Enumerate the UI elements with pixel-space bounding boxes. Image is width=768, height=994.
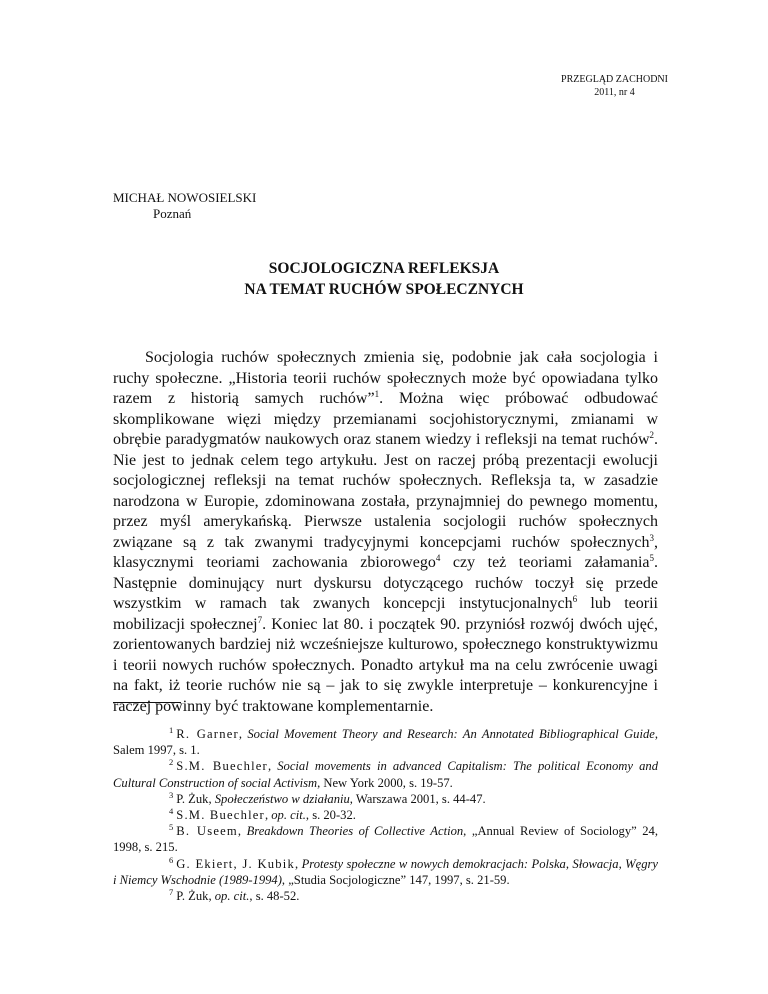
- footnote-title: Social Movement Theory and Research: An Annotated Bibliographical Guide: [247, 727, 655, 741]
- footnote-ref: 6: [572, 594, 578, 604]
- footnote: 1 R. Garner, Social Movement Theory and Research: An Annotated Bibliographical Guide, Salem 1997, s. 1.: [113, 725, 658, 758]
- footnote-author: P. Żuk: [176, 889, 209, 904]
- footnote-ref: 5: [649, 553, 655, 563]
- body-text: , klasycznymi teoriami zachowania zbiorowego: [113, 533, 658, 571]
- footnote-title: Protesty społeczne w nowych demokracjach: Polska, Słowacja, Węgry i Niemcy Wschodnie (1989-1994): [113, 856, 659, 887]
- footnote-author: P. Żuk: [176, 791, 209, 806]
- footnote-rest: , s. 20-32.: [305, 808, 356, 823]
- footnote-title: Społeczeństwo w działaniu: [214, 791, 350, 806]
- footnote-author: R. Garner: [176, 727, 239, 741]
- footnote-author: S.M. Buechler: [176, 808, 265, 823]
- footnote-ref: 7: [257, 614, 263, 625]
- author-block: [113, 190, 256, 222]
- footnote: 2 S.M. Buechler, Social movements in advanced Capitalism: The political Economy and Cultural Construction of social Activism, New York 2000, s. 19-57.: [113, 757, 658, 790]
- footnote-author: B. Useem: [176, 824, 238, 839]
- journal-header: [561, 73, 668, 99]
- journal-name: PRZEGLĄD ZACHODNI: [561, 74, 668, 85]
- title-line-1: SOCJOLOGICZNA REFLEKSJA: [268, 260, 500, 277]
- footnote-author: S.M. Buechler: [176, 759, 268, 774]
- body-text: lub teorii mobilizacji społecznej: [113, 595, 658, 633]
- footnote-ref: 1: [374, 389, 380, 399]
- footnote-separator-text: ,: [208, 791, 215, 806]
- title-line-2: NA TEMAT RUCHÓW SPOŁECZNYCH: [244, 281, 524, 298]
- body-text: . Następnie dominujący nurt dyskursu dotyczącego ruchów toczył się przede wszystkim w ramach tak zwanych koncepcji instytucjonalnych: [113, 554, 659, 612]
- journal-issue: 2011, nr 4: [594, 87, 635, 98]
- footnote-title: Breakdown Theories of Collective Action: [246, 824, 464, 839]
- footnote-separator-text: ,: [295, 856, 302, 871]
- article-title: [0, 258, 768, 300]
- body-text: Socjologia ruchów społecznych zmienia się, podobnie jak cała socjologia i ruchy społeczne. „Historia teorii ruchów społecznych może być opowiadana tylko razem z historią samych ruchów”: [113, 349, 658, 407]
- footnote-ref: 4: [435, 553, 441, 563]
- author-city: Poznań: [153, 206, 192, 221]
- footnote-separator-text: ,: [237, 824, 247, 839]
- footnote-author: G. Ekiert, J. Kubik: [176, 856, 296, 871]
- footnote: 5 B. Useem, Breakdown Theories of Collective Action, „Annual Review of Sociology” 24, 1998, s. 215.: [113, 822, 658, 855]
- footnote-separator-text: ,: [267, 759, 278, 774]
- footnote: 6 G. Ekiert, J. Kubik, Protesty społeczne w nowych demokracjach: Polska, Słowacja, Węgry i Niemcy Wschodnie (1989-1994), „Studia Socjologiczne” 147, 1997, s. 21-59.: [113, 854, 659, 887]
- body-paragraph: [113, 348, 658, 717]
- footnote: 3 P. Żuk, Społeczeństwo w działaniu, Warszawa 2001, s. 44-47.: [169, 789, 486, 806]
- footnote-rest: , „Annual Review of Sociology” 24, 1998, s. 215.: [113, 824, 658, 855]
- footnote: 4 S.M. Buechler, op. cit., s. 20-32.: [169, 806, 356, 823]
- footnote-rest: , New York 2000, s. 19-57.: [317, 775, 453, 790]
- body-text: . Koniec lat 80. i początek 90. przyniósł rozwój dwóch ujęć, zorientowanych bardziej niż wcześniejsze kulturowo, społecznego konstruktywizmu i teorii nowych ruchów społecznych. Ponadto artykuł ma na celu zwrócenie uwagi na fakt, iż teorie ruchów nie są – jak to się zwykle interpretuje – konkurencyjne i raczej powinny być traktowane komplementarnie.: [113, 615, 659, 715]
- footnote-ref: 2: [649, 430, 654, 440]
- footnote-rest: , Warszawa 2001, s. 44-47.: [349, 791, 486, 806]
- footnote-ref: 3: [649, 532, 654, 543]
- footnote-rest: , s. 48-52.: [249, 889, 300, 904]
- footnote-title: op. cit.: [214, 889, 250, 904]
- footnote-rest: , Salem 1997, s. 1.: [113, 727, 658, 758]
- footnote-title: Social movements in advanced Capitalism: The political Economy and Cultural Construction of social Activism: [113, 759, 658, 790]
- footnote-separator-text: ,: [264, 808, 272, 823]
- author-name: MICHAŁ NOWOSIELSKI: [113, 190, 257, 205]
- footnote-rest: , „Studia Socjologiczne” 147, 1997, s. 21-59.: [281, 872, 510, 887]
- body-text: czy też teoriami załamania: [440, 554, 650, 571]
- footnote-separator-text: ,: [208, 889, 215, 904]
- body-text: . Nie jest to jednak celem tego artykułu. Jest on raczej próbą prezentacji ewolucji socjologicznej refleksji na temat ruchów społecznych. Refleksja ta, w zasadzie narodzona w Europie, zdominowana została, przynajmniej do pewnego momentu, przez myśl amerykańską. Pierwsze ustalenia socjologii ruchów społecznych związane są z tak zwanymi tradycyjnymi koncepcjami ruchów społecznych: [113, 431, 658, 551]
- body-text: . Można więc próbować odbudować skomplikowane więzi między przemianami socjohistorycznymi, zmianami w obrębie paradygmatów naukowych oraz stanem wiedzy i refleksji na temat ruchów: [113, 390, 658, 448]
- footnote-separator: [113, 702, 181, 703]
- footnote: 7 P. Żuk, op. cit., s. 48-52.: [169, 887, 300, 904]
- footnotes: [113, 726, 658, 904]
- footnote-title: op. cit.: [271, 808, 306, 823]
- footnote-separator-text: ,: [238, 727, 248, 741]
